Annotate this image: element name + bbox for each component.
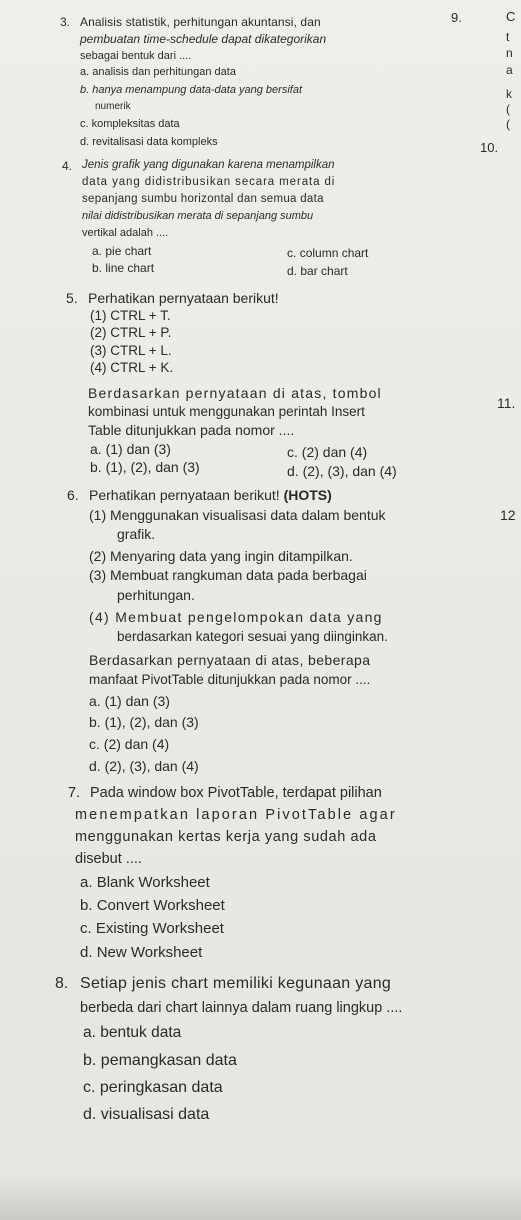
next-column-fragment: ( (506, 102, 510, 116)
question-text: Setiap jenis chart memiliki kegunaan yang (80, 975, 392, 992)
option-a[interactable] (80, 874, 210, 891)
statement: (2) CTRL + P. (90, 325, 172, 340)
question-text: sebagai bentuk dari .... (80, 50, 192, 62)
option-c[interactable] (287, 246, 368, 260)
question-text: berbeda dari chart lainnya dalam ruang lingkup .... (80, 1000, 403, 1016)
option-letter: c. (83, 1079, 96, 1096)
option-c[interactable] (80, 118, 180, 130)
option-text: New Worksheet (96, 944, 203, 961)
option-d[interactable] (80, 136, 218, 148)
question-text (89, 487, 332, 503)
option-letter: c. (89, 736, 100, 752)
question-text: Pada window box PivotTable, terdapat pilihan (90, 785, 382, 801)
next-column-number-9: 9. (451, 10, 462, 25)
option-text: (1), (2), dan (3) (104, 714, 199, 730)
next-column-fragment: a (506, 63, 513, 77)
statement-continuation: berdasarkan kategori sesuai yang diinginkan. (117, 629, 388, 644)
option-text: (2) dan (4) (103, 736, 170, 752)
option-d[interactable] (89, 758, 199, 774)
statement-continuation: grafik. (117, 526, 156, 542)
question-number: 5. (66, 290, 78, 306)
question-text: vertikal adalah .... (82, 227, 169, 239)
next-column-number-10: 10. (480, 140, 499, 155)
statement: (1) CTRL + T. (90, 308, 171, 323)
option-text: line chart (105, 261, 155, 275)
option-letter: d. (83, 1106, 97, 1123)
option-b[interactable] (80, 84, 302, 96)
option-text: Blank Worksheet (96, 874, 210, 891)
option-text: hanya menampung data-data yang bersifat (92, 84, 303, 96)
next-column-number-12: 12 (500, 507, 516, 523)
option-c[interactable] (287, 444, 367, 460)
option-letter: d. (287, 463, 299, 479)
next-column-fragment: k (506, 87, 512, 101)
question-text: pembuatan time-schedule dapat dikategorikan (80, 32, 327, 46)
next-column-number-11: 11. (497, 395, 516, 411)
statement: (2) Menyaring data yang ingin ditampilkan. (89, 548, 353, 564)
question-number: 7. (68, 785, 81, 801)
option-b[interactable] (92, 261, 154, 275)
option-text: kompleksitas data (91, 118, 180, 130)
option-letter: d. (80, 136, 90, 148)
question-number: 3. (60, 15, 71, 29)
question-number: 6. (67, 487, 79, 503)
option-letter: b. (80, 897, 93, 914)
option-text: pemangkasan data (100, 1052, 237, 1069)
option-b[interactable] (83, 1052, 237, 1070)
option-text: peringkasan data (99, 1079, 223, 1096)
option-a[interactable] (92, 244, 151, 258)
question-text: Berdasarkan pernyataan di atas, beberapa (89, 652, 371, 668)
option-letter: a. (90, 441, 102, 457)
option-text: (2), (3), dan (4) (302, 463, 397, 479)
option-letter: d. (287, 264, 298, 278)
question-text: menempatkan laporan PivotTable agar (75, 807, 397, 823)
question-number: 4. (62, 159, 73, 173)
option-a[interactable] (90, 441, 171, 457)
option-text: revitalisasi data kompleks (92, 136, 218, 148)
question-text: kombinasi untuk menggunakan perintah Insert (88, 404, 365, 419)
option-d[interactable] (287, 264, 348, 278)
option-letter: d. (89, 758, 101, 774)
question-text: Perhatikan pernyataan berikut! (88, 290, 279, 306)
question-text: data yang didistribusikan secara merata di (82, 176, 336, 188)
statement: (3) Membuat rangkuman data pada berbagai (89, 567, 367, 583)
option-letter: c. (287, 444, 298, 460)
question-text: menggunakan kertas kerja yang sudah ada (75, 829, 377, 845)
option-text: (2), (3), dan (4) (104, 758, 199, 774)
option-a[interactable] (83, 1024, 181, 1042)
option-text: analisis dan perhitungan data (92, 66, 236, 78)
question-text: Analisis statistik, perhitungan akuntansi, dan (80, 15, 321, 29)
statement: (3) CTRL + L. (90, 343, 172, 358)
statement: (4) CTRL + K. (90, 360, 174, 375)
option-text: pie chart (105, 244, 152, 258)
page-bottom-shadow (0, 1175, 521, 1220)
option-text: column chart (299, 246, 369, 260)
option-a[interactable] (80, 66, 236, 78)
question-text: Berdasarkan pernyataan di atas, tombol (88, 385, 382, 401)
option-d[interactable] (287, 463, 397, 479)
option-letter: c. (287, 246, 297, 260)
option-letter: a. (89, 693, 101, 709)
option-b[interactable] (89, 714, 199, 730)
option-text: Convert Worksheet (96, 897, 225, 914)
question-text: nilai didistribusikan merata di sepanjang sumbu (82, 210, 314, 222)
option-text: (1), (2), dan (3) (105, 459, 200, 475)
option-letter: c. (80, 920, 92, 937)
statement: (4) Membuat pengelompokan data yang (89, 609, 383, 625)
question-number: 8. (55, 975, 69, 992)
option-letter: b. (80, 84, 90, 96)
option-text: bentuk data (100, 1024, 182, 1041)
option-text: visualisasi data (100, 1106, 210, 1123)
question-text: sepanjang sumbu horizontal dan semua data (82, 193, 324, 205)
option-d[interactable] (80, 944, 202, 961)
option-b[interactable] (90, 459, 200, 475)
option-b-continuation: numerik (95, 101, 131, 112)
option-text: (1) dan (3) (105, 441, 171, 457)
option-c[interactable] (80, 920, 224, 937)
option-letter: a. (80, 874, 93, 891)
option-text: Existing Worksheet (95, 920, 224, 937)
next-column-fragment: ( (506, 117, 510, 131)
option-c[interactable] (83, 1079, 223, 1097)
option-letter: b. (83, 1052, 97, 1069)
next-column-fragment: n (506, 46, 513, 60)
option-letter: b. (89, 714, 101, 730)
next-column-fragment: C (506, 9, 516, 24)
question-text: disebut .... (75, 851, 142, 867)
statement-continuation: perhitungan. (117, 587, 195, 603)
question-text: manfaat PivotTable ditunjukkan pada nomor .... (89, 672, 371, 687)
option-text: (1) dan (3) (104, 693, 170, 709)
question-text: Table ditunjukkan pada nomor .... (88, 422, 295, 438)
option-letter: b. (92, 261, 103, 275)
question-text-main: Perhatikan pernyataan berikut! (89, 487, 280, 503)
option-a[interactable] (89, 693, 170, 709)
option-letter: a. (83, 1024, 96, 1041)
option-letter: a. (92, 244, 103, 258)
option-letter: b. (90, 459, 102, 475)
statement: (1) Menggunakan visualisasi data dalam bentuk (89, 507, 386, 523)
question-text: Jenis grafik yang digunakan karena menampilkan (82, 159, 335, 171)
option-d[interactable] (83, 1106, 209, 1124)
option-text: (2) dan (4) (301, 444, 368, 460)
option-c[interactable] (89, 736, 169, 752)
option-text: bar chart (300, 264, 348, 278)
option-letter: c. (80, 118, 89, 130)
option-letter: d. (80, 944, 93, 961)
next-column-fragment: t (506, 30, 510, 44)
option-b[interactable] (80, 897, 225, 914)
hots-badge: (HOTS) (283, 487, 332, 503)
option-letter: a. (80, 66, 90, 78)
